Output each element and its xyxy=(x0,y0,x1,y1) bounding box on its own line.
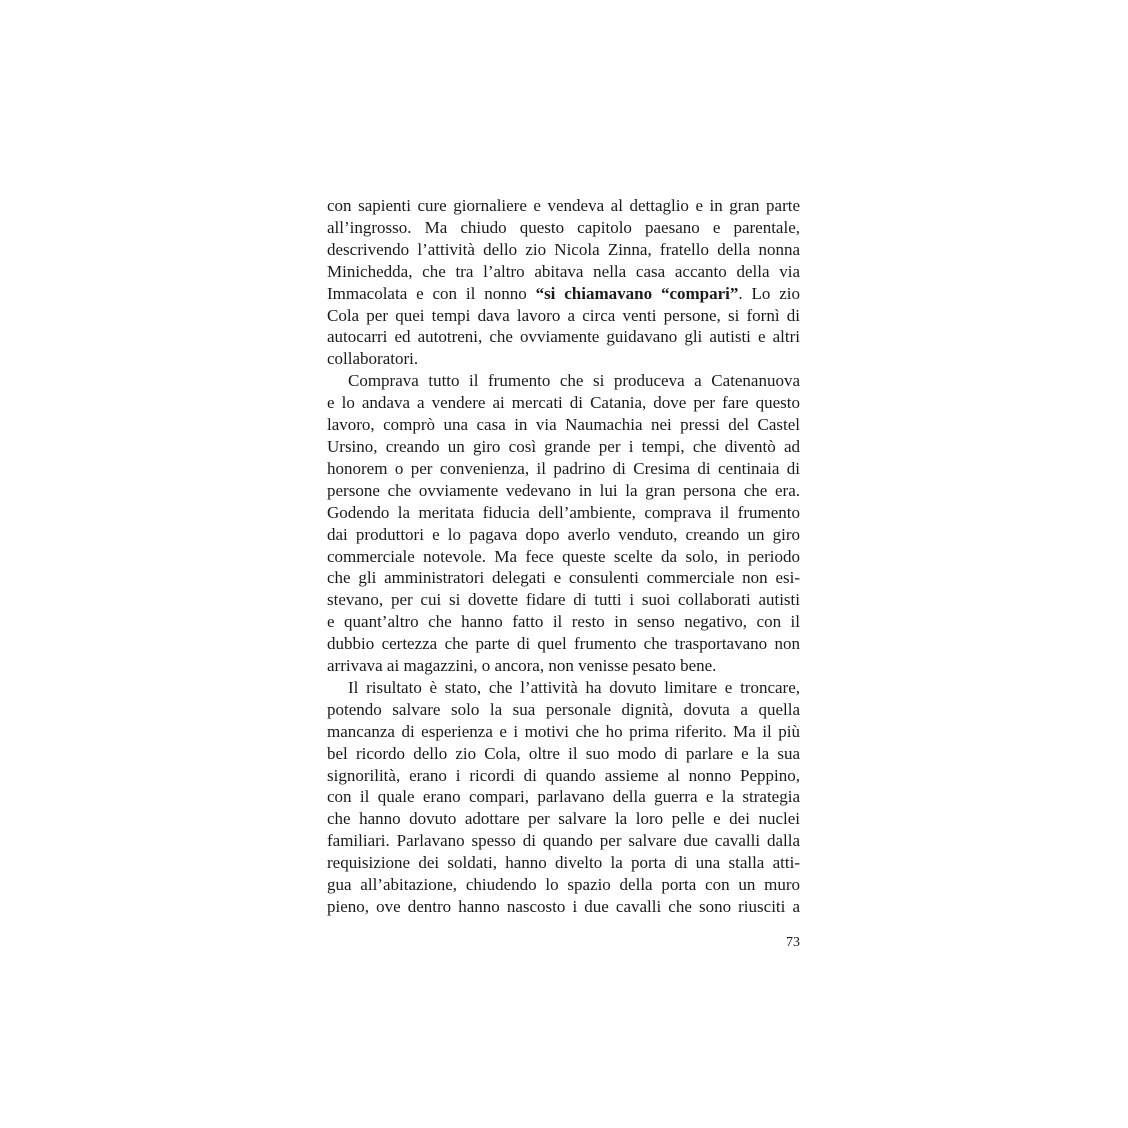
text-line: con sapienti cure giornaliere e vendeva al dettaglio e in gran parte xyxy=(327,196,800,215)
text-line: collaboratori. xyxy=(327,349,419,369)
text-line: dai produttori e lo pagava dopo averlo venduto, creando un giro xyxy=(327,524,800,544)
text-line: Godendo la meritata fiducia dell’ambiente, comprava il frumento xyxy=(327,502,800,522)
text-line: che hanno dovuto adottare per salvare la loro pelle e dei nuclei xyxy=(327,809,800,829)
text-segment: Immacolata e con il nonno xyxy=(327,283,536,303)
text-line: arrivava ai magazzini, o ancora, non venisse pesato bene. xyxy=(327,656,717,676)
text-segment: . Lo zio xyxy=(738,283,801,303)
text-line: Minichedda, che tra l’altro abitava nella casa accanto della via xyxy=(327,261,800,281)
text-line: Ursino, creando un giro così grande per i tempi, che diventò ad xyxy=(327,436,800,456)
text-line: e lo andava a vendere ai mercati di Catania, dove per fare questo xyxy=(327,393,800,413)
text-line: descrivendo l’attività dello zio Nicola Zinna, fratello della nonna xyxy=(327,239,800,259)
text-line: honorem o per convenienza, il padrino di Cresima di centinaia di xyxy=(327,458,800,478)
text-line: commerciale notevole. Ma fece queste scelte da solo, in periodo xyxy=(327,546,800,566)
text-line: che gli amministratori delegati e consulenti commerciale non esi- xyxy=(327,568,800,588)
body-text xyxy=(327,195,800,918)
text-line: bel ricordo dello zio Cola, oltre il suo modo di parlare e la sua xyxy=(327,743,800,763)
text-line: persone che ovviamente vedevano in lui la gran persona che era. xyxy=(327,480,800,500)
text-line-with-bold xyxy=(327,283,800,305)
text-line: potendo salvare solo la sua personale dignità, dovuta a quella xyxy=(327,699,800,719)
paragraph-3 xyxy=(327,677,800,918)
bold-quote: “si chiamavano “compari” xyxy=(535,283,739,303)
text-line: mancanza di esperienza e i motivi che ho prima riferito. Ma il più xyxy=(327,721,800,741)
text-line: all’ingrosso. Ma chiudo questo capitolo paesano e parentale, xyxy=(327,217,800,237)
text-line: autocarri ed autotreni, che ovviamente guidavano gli autisti e altri xyxy=(327,327,800,347)
text-line: pieno, ove dentro hanno nascosto i due cavalli che sono riusciti a xyxy=(327,897,800,916)
text-line: con il quale erano compari, parlavano della guerra e la strategia xyxy=(327,787,800,807)
text-line: familiari. Parlavano spesso di quando per salvare due cavalli dalla xyxy=(327,831,800,851)
text-line: e quant’altro che hanno fatto il resto in senso negativo, con il xyxy=(327,612,800,632)
text-line: Il risultato è stato, che l’attività ha dovuto limitare e troncare, xyxy=(348,677,800,697)
page-number: 73 xyxy=(786,935,800,950)
paragraph-1 xyxy=(327,195,800,370)
text-line: lavoro, comprò una casa in via Naumachia nei pressi del Castel xyxy=(327,415,800,435)
text-line: Cola per quei tempi dava lavoro a circa venti persone, si fornì di xyxy=(327,305,800,325)
text-line: stevano, per cui si dovette fidare di tutti i suoi collaborati autisti xyxy=(327,590,800,610)
text-line: Comprava tutto il frumento che si produceva a Catenanuova xyxy=(348,371,800,391)
paragraph-2 xyxy=(327,370,800,677)
text-line: dubbio certezza che parte di quel frumento che trasportavano non xyxy=(327,634,800,654)
text-line: gua all’abitazione, chiudendo lo spazio della porta con un muro xyxy=(327,875,800,895)
text-line: requisizione dei soldati, hanno divelto la porta di una stalla atti- xyxy=(327,853,800,873)
text-line: signorilità, erano i ricordi di quando assieme al nonno Peppino, xyxy=(327,765,800,785)
